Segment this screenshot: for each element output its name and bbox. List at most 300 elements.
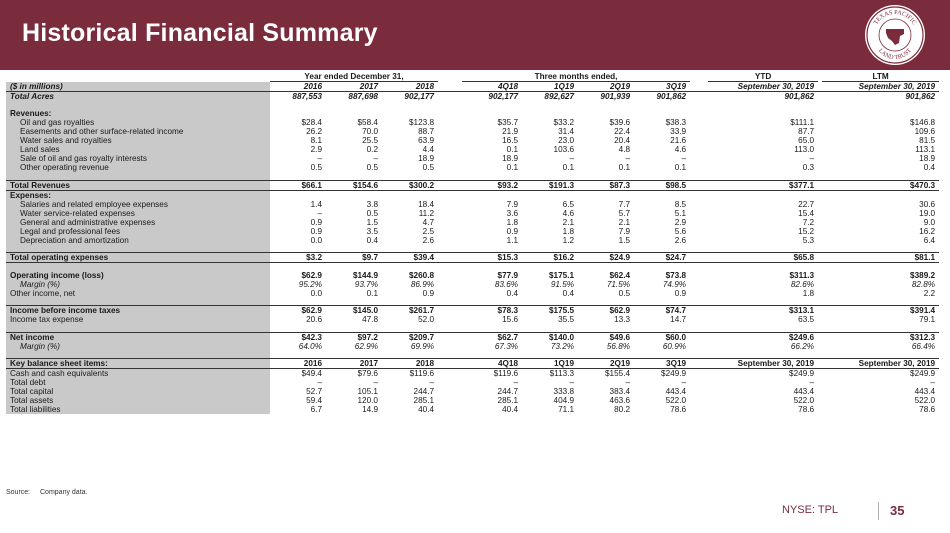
column-header-row xyxy=(6,82,939,92)
group-ltm: LTM xyxy=(822,72,939,82)
row-value: 887,698 xyxy=(348,92,378,101)
row-value: 0.4 xyxy=(506,288,519,298)
row-value: 3.5 xyxy=(366,226,378,236)
group-header-row xyxy=(6,72,939,82)
row-value: 2.9 xyxy=(310,145,322,154)
row-value: 4.6 xyxy=(674,145,687,154)
row-value: 31.4 xyxy=(558,127,575,136)
row-value: $146.8 xyxy=(910,118,936,127)
row-value: $87.3 xyxy=(578,180,634,190)
spacer-row xyxy=(6,172,939,180)
row-value: 285.1 xyxy=(497,396,519,405)
row-value: 2Q19 xyxy=(578,359,634,369)
row-value: 0.0 xyxy=(310,288,322,298)
row-value: 30.6 xyxy=(919,199,936,209)
row-value: $62.9 xyxy=(301,270,322,280)
column-header: 2016 xyxy=(270,82,326,92)
section-header-row xyxy=(6,190,939,200)
row-value: 22.4 xyxy=(614,127,631,136)
row-value: $62.4 xyxy=(609,270,631,280)
row-value: 81.5 xyxy=(919,136,936,145)
row-label: Operating income (loss) xyxy=(6,271,270,280)
table-row xyxy=(6,332,939,342)
row-value: 78.6 xyxy=(670,405,687,414)
title-bar xyxy=(0,0,950,70)
row-label: Easements and other surface-related income xyxy=(6,127,270,136)
page-number: 35 xyxy=(890,503,905,518)
row-value: $311.3 xyxy=(789,270,815,280)
row-value: $15.3 xyxy=(462,253,522,263)
row-value: 0.1 xyxy=(506,163,519,172)
row-value: $175.5 xyxy=(522,306,578,316)
row-value: 40.4 xyxy=(502,405,519,414)
table-row xyxy=(6,127,939,136)
row-value: 21.9 xyxy=(502,127,519,136)
row-label: Depreciation and amortization xyxy=(6,236,270,245)
row-value: $79.6 xyxy=(357,369,378,378)
row-value: 62.9% xyxy=(354,341,378,351)
row-value: $140.0 xyxy=(522,332,578,342)
row-value: 902,177 xyxy=(488,92,519,101)
row-value: $144.9 xyxy=(352,270,378,280)
row-value: $175.1 xyxy=(548,270,575,280)
row-label: Other income, net xyxy=(6,289,270,298)
row-value: 2.5 xyxy=(422,226,435,236)
spacer-cell xyxy=(6,245,270,253)
row-value: 33.9 xyxy=(670,127,687,136)
table-row xyxy=(6,163,939,172)
row-value: 244.7 xyxy=(497,387,519,396)
row-value: 66.2% xyxy=(790,341,815,351)
row-value: 902,177 xyxy=(404,92,435,101)
row-value: 4Q18 xyxy=(462,359,522,369)
row-value: 80.2 xyxy=(614,405,631,414)
row-value: 0.3 xyxy=(802,163,815,172)
row-value: 113.0 xyxy=(794,145,815,154)
table-row xyxy=(6,200,939,209)
spacer-cell xyxy=(6,324,270,332)
row-value: 70.0 xyxy=(362,127,378,136)
row-value: – xyxy=(681,378,687,387)
row-label: Net income xyxy=(6,332,270,342)
row-value: $77.9 xyxy=(497,270,519,280)
slide-title: Historical Financial Summary xyxy=(22,19,378,47)
row-value: $191.3 xyxy=(522,180,578,190)
row-value: September 30, 2019 xyxy=(822,359,939,369)
group-ytd: YTD xyxy=(708,72,818,82)
row-value: 18.9 xyxy=(502,154,519,163)
spacer-row xyxy=(6,101,939,109)
table-row xyxy=(6,271,939,280)
row-value: 83.6% xyxy=(494,279,519,289)
row-value: 0.1 xyxy=(506,145,519,154)
row-value: 1.8 xyxy=(802,288,815,298)
row-value: 4.8 xyxy=(618,145,631,154)
row-value: 6.7 xyxy=(310,405,322,414)
row-value: 2.1 xyxy=(562,217,575,227)
row-value: $3.2 xyxy=(270,253,326,263)
row-value: $249.6 xyxy=(708,332,818,342)
row-label: Margin (%) xyxy=(6,342,270,351)
row-value: – xyxy=(625,154,631,163)
row-value: $391.4 xyxy=(822,306,939,316)
row-value: 0.1 xyxy=(674,163,687,172)
row-value: 25.5 xyxy=(362,136,378,145)
column-header: September 30, 2019 xyxy=(822,82,939,92)
table-row xyxy=(6,227,939,236)
table-row xyxy=(6,378,939,387)
row-value: 105.1 xyxy=(357,387,378,396)
table-row xyxy=(6,253,939,263)
row-label: Total capital xyxy=(6,387,270,396)
row-value: $49.6 xyxy=(578,332,634,342)
row-value: 88.7 xyxy=(418,127,435,136)
row-label: Key balance sheet items: xyxy=(6,359,270,369)
row-value: 0.5 xyxy=(366,163,378,172)
row-value: $42.3 xyxy=(270,332,326,342)
row-value: 5.3 xyxy=(802,235,815,245)
row-value: $33.2 xyxy=(553,118,575,127)
row-value: $312.3 xyxy=(822,332,939,342)
row-value: 0.1 xyxy=(618,163,631,172)
row-value: 0.5 xyxy=(618,288,631,298)
row-label: Income before income taxes xyxy=(6,306,270,316)
row-value: 3Q19 xyxy=(634,359,690,369)
row-value: 887,553 xyxy=(292,92,322,101)
row-value: – xyxy=(930,378,936,387)
row-value: $16.2 xyxy=(522,253,578,263)
row-value: $81.1 xyxy=(822,253,939,263)
row-value: $155.4 xyxy=(604,369,631,378)
row-value: 0.4 xyxy=(366,235,378,245)
row-value: – xyxy=(429,378,435,387)
row-value: 7.9 xyxy=(618,226,631,236)
table-row xyxy=(6,236,939,245)
row-value: – xyxy=(625,378,631,387)
row-value: 0.5 xyxy=(366,208,378,218)
row-value: 522.0 xyxy=(793,396,815,405)
row-value: 1.2 xyxy=(562,235,575,245)
row-value: 13.3 xyxy=(614,315,631,324)
footer-divider xyxy=(878,502,879,520)
row-label: Water sales and royalties xyxy=(6,136,270,145)
row-value: – xyxy=(373,378,378,387)
row-value: 333.8 xyxy=(553,387,575,396)
row-value: 15.4 xyxy=(798,208,815,218)
row-value: 14.9 xyxy=(362,405,378,414)
row-value: $28.4 xyxy=(301,118,322,127)
spacer-row xyxy=(6,245,939,253)
row-value: $35.7 xyxy=(497,118,519,127)
row-value: 73.2% xyxy=(550,341,575,351)
row-value: 0.1 xyxy=(562,163,575,172)
table-row xyxy=(6,315,939,324)
row-label: Total liabilities xyxy=(6,405,270,414)
column-header: 2018 xyxy=(382,82,438,92)
row-value: $9.7 xyxy=(326,253,382,263)
row-value: 65.0 xyxy=(798,136,815,145)
row-value: 66.4% xyxy=(911,341,936,351)
row-value: 3.6 xyxy=(506,208,519,218)
row-value: $73.8 xyxy=(665,270,687,280)
row-value: 244.7 xyxy=(413,387,435,396)
row-value: 15.2 xyxy=(798,226,815,236)
row-value: – xyxy=(317,208,322,218)
row-label: Sale of oil and gas royalty interests xyxy=(6,154,270,163)
row-value: 2016 xyxy=(270,359,326,369)
table-row xyxy=(6,369,939,379)
table-row xyxy=(6,145,939,154)
row-value: 18.9 xyxy=(919,154,936,163)
row-value: 8.1 xyxy=(310,136,322,145)
row-value: $249.9 xyxy=(661,369,687,378)
spacer-row xyxy=(6,351,939,359)
row-value: 78.6 xyxy=(919,405,936,414)
row-value: 3.8 xyxy=(366,199,378,209)
row-value: 4.7 xyxy=(422,217,435,227)
row-value: $97.2 xyxy=(326,332,382,342)
row-value: $260.8 xyxy=(408,270,435,280)
section-header-label: Revenues: xyxy=(6,109,270,118)
table-row xyxy=(6,154,939,163)
table-row xyxy=(6,405,939,414)
row-value: 1.8 xyxy=(562,226,575,236)
table-row xyxy=(6,136,939,145)
row-value: 59.4 xyxy=(306,396,322,405)
row-value: 6.5 xyxy=(562,199,575,209)
source-footnote xyxy=(6,489,87,496)
row-label: Legal and professional fees xyxy=(6,227,270,236)
row-value: 60.9% xyxy=(662,341,687,351)
row-value: $74.7 xyxy=(634,306,690,316)
row-value: $261.7 xyxy=(382,306,438,316)
row-label: Total operating expenses xyxy=(6,253,270,263)
table-row xyxy=(6,209,939,218)
row-label: Other operating revenue xyxy=(6,163,270,172)
row-value: $470.3 xyxy=(822,180,939,190)
row-value: $377.1 xyxy=(708,180,818,190)
spacer-row xyxy=(6,298,939,306)
row-value: 109.6 xyxy=(914,127,936,136)
row-value: 67.3% xyxy=(494,341,519,351)
row-label: Total assets xyxy=(6,396,270,405)
row-value: $249.9 xyxy=(910,369,936,378)
row-value: 82.8% xyxy=(911,279,936,289)
row-value: 52.0 xyxy=(418,315,435,324)
row-value: 16.2 xyxy=(919,226,936,236)
row-label: Salaries and related employee expenses xyxy=(6,200,270,209)
spacer-row xyxy=(6,263,939,271)
row-value: 15.6 xyxy=(502,315,519,324)
row-value: 2.1 xyxy=(618,217,631,227)
row-value: 14.7 xyxy=(670,315,687,324)
row-value: $60.0 xyxy=(634,332,690,342)
row-value: 63.9 xyxy=(418,136,435,145)
row-value: 383.4 xyxy=(609,387,631,396)
row-value: 463.6 xyxy=(609,396,631,405)
row-value: 4.6 xyxy=(562,208,575,218)
row-value: 18.9 xyxy=(418,154,435,163)
row-value: $24.7 xyxy=(634,253,690,263)
seal-text-top: TEXAS PACIFIC xyxy=(872,8,918,27)
row-value: $145.0 xyxy=(326,306,382,316)
column-header: 3Q19 xyxy=(634,82,690,92)
row-value: 82.6% xyxy=(790,279,815,289)
row-value: 0.9 xyxy=(506,226,519,236)
row-value: 0.5 xyxy=(422,163,435,172)
row-value: $62.9 xyxy=(578,306,634,316)
row-value: 64.0% xyxy=(298,341,322,351)
row-value: 0.9 xyxy=(674,288,687,298)
row-value: $119.6 xyxy=(409,369,435,378)
row-value: 285.1 xyxy=(413,396,435,405)
row-value: – xyxy=(373,154,378,163)
row-value: 52.7 xyxy=(306,387,322,396)
row-value: 1.4 xyxy=(310,199,322,209)
section-header-row xyxy=(6,109,939,118)
row-value: $65.8 xyxy=(708,253,818,263)
row-value: 22.7 xyxy=(798,199,815,209)
ticker-label: NYSE: TPL xyxy=(782,504,839,516)
column-header: 2017 xyxy=(326,82,382,92)
row-value: 5.7 xyxy=(618,208,631,218)
row-value: 87.7 xyxy=(798,127,815,136)
row-value: 40.4 xyxy=(418,405,435,414)
row-label: Oil and gas royalties xyxy=(6,118,270,127)
section-header-label: Expenses: xyxy=(6,190,270,200)
row-value: $24.9 xyxy=(578,253,634,263)
row-value: 0.4 xyxy=(562,288,575,298)
row-value: 9.0 xyxy=(923,217,936,227)
row-value: – xyxy=(809,378,815,387)
row-label: Land sales xyxy=(6,145,270,154)
spacer-cell xyxy=(6,351,270,359)
row-value: $62.9 xyxy=(270,306,326,316)
row-value: – xyxy=(569,378,575,387)
row-value: 1.1 xyxy=(506,235,519,245)
row-label: Total Acres xyxy=(6,92,270,102)
row-value: $93.2 xyxy=(462,180,522,190)
row-value: 1.5 xyxy=(366,217,378,227)
row-label: Cash and cash equivalents xyxy=(6,369,270,379)
spacer-row xyxy=(6,324,939,332)
row-value: 2.6 xyxy=(422,235,435,245)
row-value: 5.1 xyxy=(674,208,687,218)
row-label: Total Revenues xyxy=(6,180,270,190)
row-label: General and administrative expenses xyxy=(6,218,270,227)
row-value: 16.5 xyxy=(502,136,519,145)
row-value: $38.3 xyxy=(665,118,687,127)
financial-summary-table xyxy=(6,72,939,414)
row-value: 71.1 xyxy=(558,405,575,414)
source-label: Source: xyxy=(6,489,31,496)
row-value: – xyxy=(809,154,815,163)
row-value: 7.9 xyxy=(506,199,519,209)
table-row xyxy=(6,218,939,227)
group-quarterly: Three months ended, xyxy=(462,72,690,82)
row-value: $66.1 xyxy=(270,180,326,190)
table-row xyxy=(6,342,939,351)
row-value: 0.4 xyxy=(923,163,936,172)
row-value: 443.4 xyxy=(665,387,687,396)
row-label: Income tax expense xyxy=(6,315,270,324)
row-value: 69.9% xyxy=(410,341,435,351)
seal-text-bottom: LAND TRUST xyxy=(876,47,914,62)
row-value: $78.3 xyxy=(462,306,522,316)
row-value: 63.5 xyxy=(798,315,815,324)
row-value: 95.2% xyxy=(298,279,322,289)
row-value: $123.8 xyxy=(408,118,435,127)
table-row xyxy=(6,180,939,190)
row-value: 443.4 xyxy=(793,387,815,396)
row-value: $98.5 xyxy=(634,180,690,190)
row-value: 0.9 xyxy=(310,226,322,236)
spacer-cell xyxy=(6,263,270,271)
row-value: 2.2 xyxy=(923,288,936,298)
row-value: $111.1 xyxy=(790,118,815,127)
row-value: 56.8% xyxy=(606,341,631,351)
row-value: 93.7% xyxy=(354,279,378,289)
row-value: – xyxy=(317,154,322,163)
row-value: 47.8 xyxy=(362,315,378,324)
spacer-cell xyxy=(6,172,270,180)
row-value: $119.6 xyxy=(493,369,519,378)
row-value: 120.0 xyxy=(357,396,378,405)
row-value: 103.6 xyxy=(553,145,575,154)
row-value: 901,862 xyxy=(905,92,936,101)
row-value: 86.9% xyxy=(410,279,435,289)
row-value: 6.4 xyxy=(923,235,936,245)
spacer-cell xyxy=(6,298,270,306)
row-value: 2.9 xyxy=(674,217,687,227)
row-value: 1.5 xyxy=(618,235,631,245)
row-value: 74.9% xyxy=(662,279,687,289)
row-value: 20.6 xyxy=(306,315,322,324)
row-label: Water service-related expenses xyxy=(6,209,270,218)
texas-pacific-land-trust-seal-icon xyxy=(862,3,928,67)
row-value: 2017 xyxy=(326,359,382,369)
row-value: 404.9 xyxy=(553,396,575,405)
row-value: 2.6 xyxy=(674,235,687,245)
row-value: September 30, 2019 xyxy=(708,359,818,369)
table-row xyxy=(6,359,939,369)
row-value: – xyxy=(317,378,322,387)
row-value: $39.4 xyxy=(382,253,438,263)
row-value: 5.6 xyxy=(674,226,687,236)
table-row xyxy=(6,92,939,102)
row-value: 7.2 xyxy=(802,217,815,227)
group-annual: Year ended December 31, xyxy=(270,72,438,82)
table-row xyxy=(6,280,939,289)
row-value: $49.4 xyxy=(301,369,322,378)
row-value: 0.0 xyxy=(310,235,322,245)
table-row xyxy=(6,289,939,298)
row-value: 71.5% xyxy=(606,279,631,289)
row-value: 78.6 xyxy=(798,405,815,414)
spacer-cell xyxy=(6,101,270,109)
source-text: Company data. xyxy=(40,489,88,496)
row-value: – xyxy=(569,154,575,163)
table-row xyxy=(6,118,939,127)
row-value: $249.9 xyxy=(789,369,815,378)
row-value: 1Q19 xyxy=(522,359,578,369)
row-value: 0.1 xyxy=(366,288,378,298)
row-value: 7.7 xyxy=(618,199,631,209)
row-value: $39.6 xyxy=(609,118,631,127)
row-value: $113.3 xyxy=(549,369,575,378)
column-header: 2Q19 xyxy=(578,82,634,92)
units-label: ($ in millions) xyxy=(6,82,270,92)
